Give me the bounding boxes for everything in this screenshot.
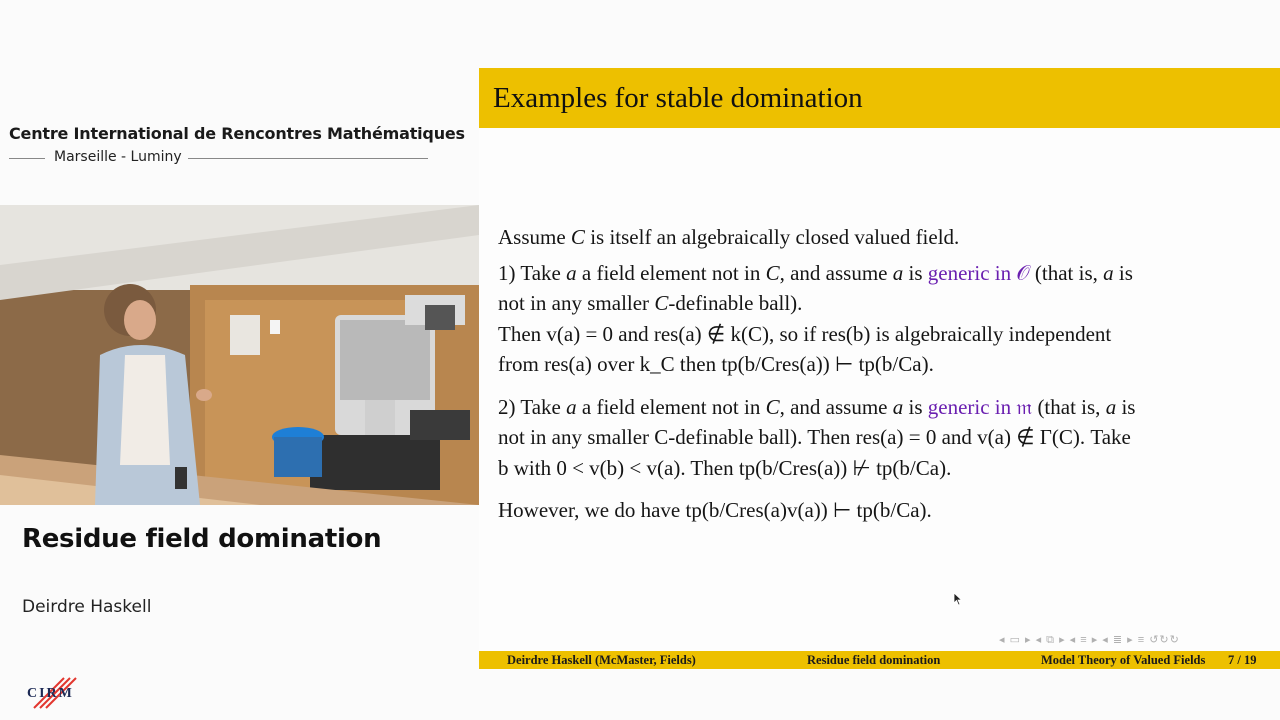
divider-left [9,158,45,159]
lecture-room-image [0,205,479,505]
generic-in-O-link[interactable]: generic in 𝒪 [927,261,1030,285]
example-2-line-3: b with 0 < v(b) < v(a). Then tp(b/Cres(a)) ⊬ tp(b/Ca). [498,456,952,480]
speaker-name: Deirdre Haskell [22,597,152,617]
mouse-cursor-icon [953,592,963,606]
example-2-line-1: 2) Take a a field element not in C, and assume a is generic in 𝔪 (that is, a is [498,395,1136,419]
footer-author: Deirdre Haskell (McMaster, Fields) [507,653,696,667]
slide-header [479,68,1280,128]
logo-text: CIRM [27,686,74,701]
institution-location: Marseille - Luminy [54,149,182,165]
speaker-video[interactable] [0,205,479,505]
example-1-line-1: 1) Take a a field element not in C, and assume a is generic in 𝒪 (that is, a is [498,261,1133,285]
cirm-logo [26,676,86,710]
footer-page-number: 7 / 19 [1228,653,1257,667]
talk-title: Residue field domination [22,524,382,554]
divider-right [188,158,428,159]
conclusion-line: However, we do have tp(b/Cres(a)v(a)) ⊢ tp(b/Ca). [498,498,932,522]
footer-short-title: Residue field domination [807,653,941,667]
slide-title: Examples for stable domination [493,82,863,114]
institution-name: Centre International de Rencontres Mathématiques [9,124,465,143]
footer-course: Model Theory of Valued Fields [1041,653,1206,667]
beamer-navigation-icons[interactable]: ◂ ▭ ▸ ◂ ⧉ ▸ ◂ ≡ ▸ ◂ ≣ ▸ ≡ ↺↻↻ [999,634,1180,646]
slide [479,68,1280,670]
generic-in-m-link[interactable]: generic in 𝔪 [927,395,1033,419]
slide-footer [479,651,1280,669]
example-1-line-2: not in any smaller C-definable ball). [498,291,803,315]
example-1-line-4: from res(a) over k_C then tp(b/Cres(a)) ⊢ tp(b/Ca). [498,352,934,376]
example-1-line-3: Then v(a) = 0 and res(a) ∉ k(C), so if res(b) is algebraically independent [498,322,1112,346]
example-2-line-2: not in any smaller C-definable ball). Then res(a) = 0 and v(a) ∉ Γ(C). Take [498,425,1131,449]
intro-line: Assume C is itself an algebraically closed valued field. [498,225,960,249]
